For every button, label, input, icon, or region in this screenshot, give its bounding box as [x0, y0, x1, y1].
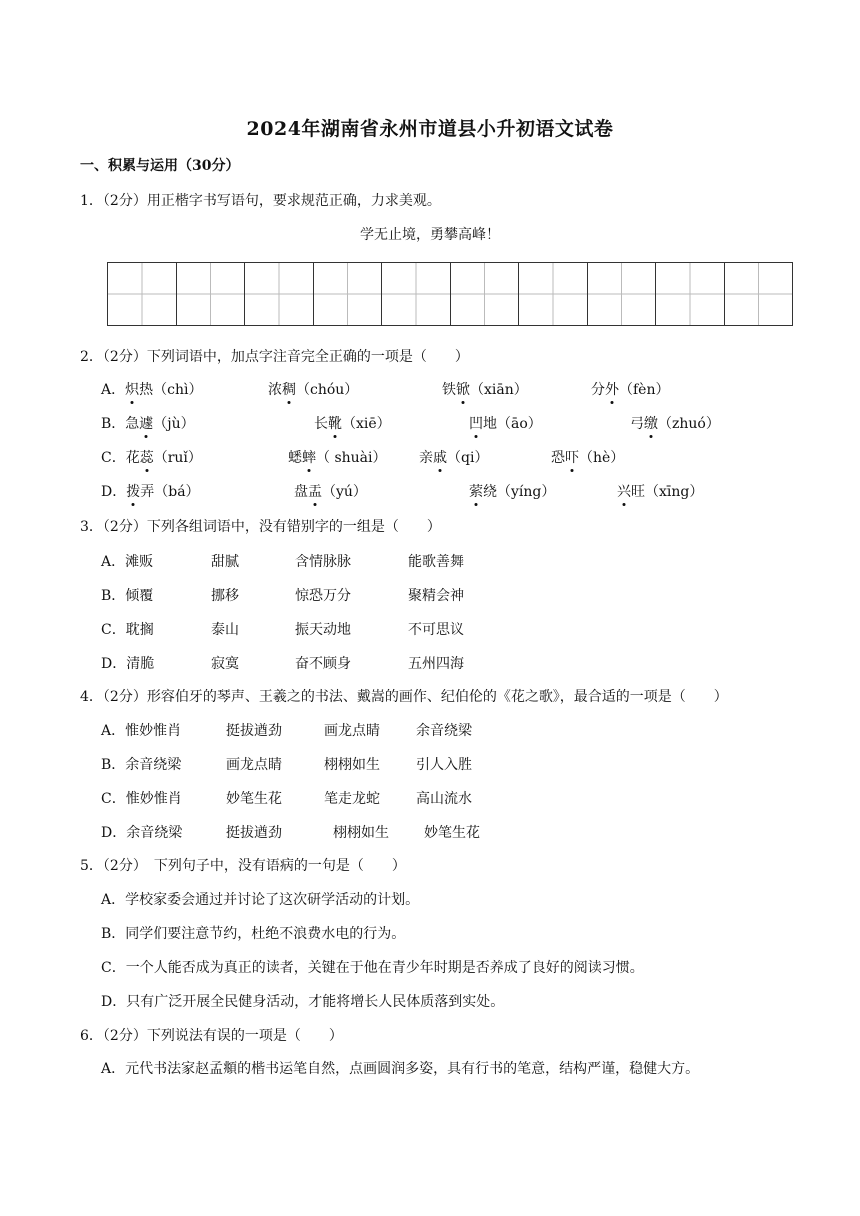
q4-option-b-1: B．余音绕梁 — [101, 757, 182, 773]
writing-grid — [107, 262, 793, 326]
q2-option-d-3: 萦绕（yíng） — [469, 481, 555, 501]
grid-cell — [588, 263, 657, 325]
grid-cell — [725, 263, 793, 325]
q5-option-a: A．学校家委会通过并讨论了这次研学活动的计划。 — [101, 892, 420, 908]
q3-option-d-2: 寂寞 — [211, 656, 239, 672]
grid-cell — [382, 263, 451, 325]
q3-option-c-2: 泰山 — [211, 622, 239, 638]
q3-option-a-1: A．滩贩 — [101, 554, 154, 570]
q4-option-d-4: 妙笔生花 — [424, 825, 480, 841]
q4-option-b-3: 栩栩如生 — [324, 757, 380, 773]
q5-option-d: D．只有广泛开展全民健身活动，才能将增长人民体质落到实处。 — [101, 994, 505, 1010]
q5-option-c: C．一个人能否成为真正的读者，关键在于他在青少年时期是否养成了良好的阅读习惯。 — [101, 960, 644, 976]
q4-option-d-1: D．余音绕梁 — [101, 825, 183, 841]
q3-option-d-1: D．清脆 — [101, 656, 155, 672]
q4-option-a-2: 挺拔遒劲 — [226, 723, 282, 739]
q2-option-a-4: 分外（fèn） — [591, 379, 669, 399]
q2-option-b-1: B．急遽（jù） — [101, 413, 195, 433]
question-4-stem: 4．（2分）形容伯牙的琴声、王羲之的书法、戴嵩的画作、纪伯伦的《花之歌》，最合适的一项是（ ） — [80, 689, 728, 705]
q3-option-b-4: 聚精会神 — [408, 588, 464, 604]
exam-title: 2024年湖南省永州市道县小升初语文试卷 — [246, 118, 614, 140]
grid-cell — [656, 263, 725, 325]
q2-option-c-2: 蟋蟀（ shuài） — [288, 447, 387, 467]
grid-cell — [177, 263, 246, 325]
grid-cell — [519, 263, 588, 325]
question-1-sentence: 学无止境，勇攀高峰！ — [360, 227, 500, 243]
grid-cell — [108, 263, 177, 325]
question-5-stem: 5．（2分） 下列句子中，没有语病的一句是（ ） — [80, 858, 406, 874]
q3-option-c-4: 不可思议 — [408, 622, 464, 638]
q2-option-c-3: 亲戚（qi） — [419, 447, 488, 467]
q3-option-c-3: 振天动地 — [295, 622, 351, 638]
q4-option-d-2: 挺拔遒劲 — [226, 825, 282, 841]
q2-option-a-2: 浓稠（chóu） — [268, 379, 358, 399]
q2-option-b-4: 弓缴（zhuó） — [630, 413, 720, 433]
q3-option-b-2: 挪移 — [211, 588, 239, 604]
grid-cell — [451, 263, 520, 325]
question-6-stem: 6．（2分）下列说法有误的一项是（ ） — [80, 1028, 343, 1044]
question-1-stem: 1．（2分）用正楷字书写语句，要求规范正确，力求美观。 — [80, 193, 441, 209]
q3-option-a-4: 能歌善舞 — [408, 554, 464, 570]
grid-cell — [245, 263, 314, 325]
q2-option-d-2: 盘盂（yú） — [294, 481, 367, 501]
q2-option-a-3: 铁锨（xiān） — [442, 379, 528, 399]
q4-option-a-4: 余音绕梁 — [416, 723, 472, 739]
q4-option-b-2: 画龙点睛 — [226, 757, 282, 773]
section-heading: 一、积累与运用（30分） — [80, 158, 240, 174]
q3-option-a-3: 含情脉脉 — [295, 554, 351, 570]
q3-option-d-3: 奋不顾身 — [295, 656, 351, 672]
q4-option-a-1: A．惟妙惟肖 — [101, 723, 182, 739]
q2-option-c-1: C．花蕊（ruǐ） — [101, 447, 202, 467]
q2-option-d-4: 兴旺（xīng） — [617, 481, 703, 501]
q4-option-b-4: 引人入胜 — [416, 757, 472, 773]
q2-option-b-3: 凹地（āo） — [469, 413, 542, 433]
q6-option-a: A．元代书法家赵孟頫的楷书运笔自然，点画圆润多姿，具有行书的笔意，结构严谨，稳健大方。 — [101, 1061, 700, 1077]
q3-option-a-2: 甜腻 — [211, 554, 239, 570]
q4-option-a-3: 画龙点睛 — [324, 723, 380, 739]
q4-option-c-3: 笔走龙蛇 — [324, 791, 380, 807]
q5-option-b: B．同学们要注意节约，杜绝不浪费水电的行为。 — [101, 926, 406, 942]
q2-option-c-4: 恐吓（hè） — [551, 447, 624, 467]
q2-option-b-2: 长靴（xiē） — [314, 413, 391, 433]
q3-option-d-4: 五州四海 — [408, 656, 464, 672]
grid-cell — [314, 263, 383, 325]
question-2-stem: 2．（2分）下列词语中，加点字注音完全正确的一项是（ ） — [80, 349, 469, 365]
q4-option-c-4: 高山流水 — [416, 791, 472, 807]
q3-option-b-1: B．倾覆 — [101, 588, 154, 604]
q3-option-c-1: C．耽搁 — [101, 622, 154, 638]
q4-option-c-1: C．惟妙惟肖 — [101, 791, 182, 807]
q2-option-a-1: A．炽热（chì） — [101, 379, 202, 399]
question-3-stem: 3．（2分）下列各组词语中，没有错别字的一组是（ ） — [80, 519, 441, 535]
q4-option-c-2: 妙笔生花 — [226, 791, 282, 807]
q4-option-d-3: 栩栩如生 — [333, 825, 389, 841]
q2-option-d-1: D．拨弄（bá） — [101, 481, 200, 501]
q3-option-b-3: 惊恐万分 — [295, 588, 351, 604]
